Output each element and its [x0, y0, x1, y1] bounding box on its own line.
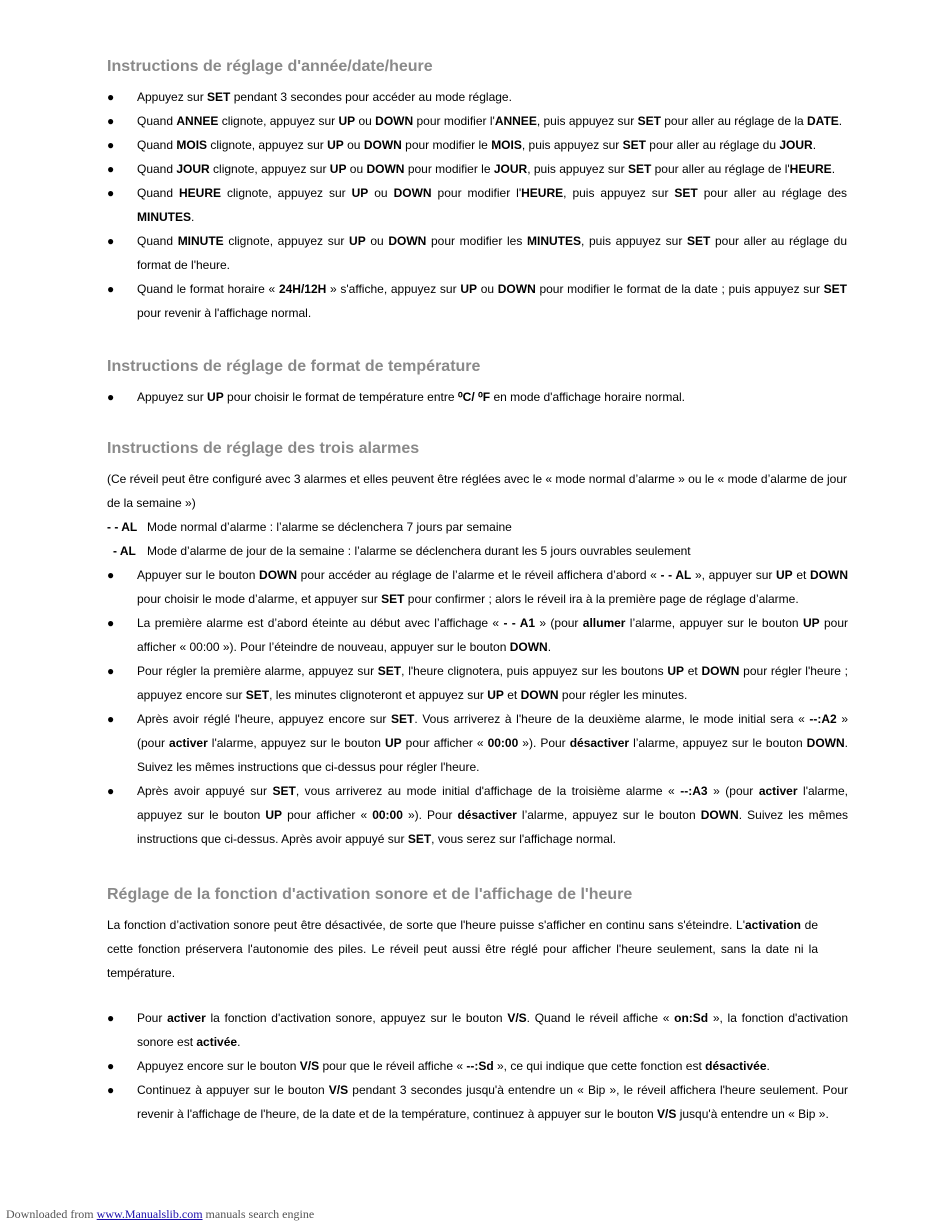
bold-term: JOUR [779, 138, 813, 152]
bold-term: DOWN [388, 234, 427, 248]
list-item: ● Pour régler la première alarme, appuyez sur SET, l'heure clignotera, puis appuyez sur les boutons UP et DOWN pour régler l'heure ; appuyez encore sur SET, les minutes clignoteront et appuyez sur UP et DOWN pour régler les minutes. [107, 659, 848, 707]
bold-term: - - AL [660, 568, 692, 582]
section-title-alarms: Instructions de réglage des trois alarmes [107, 440, 420, 457]
bold-term: --:A2 [809, 712, 837, 726]
bullet-icon: ● [107, 1059, 115, 1073]
list-item: ● La première alarme est d’abord éteinte au début avec l’affichage « - - A1 » (pour allumer l’alarme, appuyer sur le bouton UP pour afficher « 00:00 »). Pour l’éteindre de nouveau, appuyer sur le bouton DOWN. [107, 611, 848, 659]
bold-term: DOWN [393, 186, 432, 200]
list-item: ● Quand JOUR clignote, appuyez sur UP ou DOWN pour modifier le JOUR, puis appuyez sur SET pour aller au réglage de l'HEURE. [107, 157, 847, 181]
list-item: ● Appuyer sur le bouton DOWN pour accéder au réglage de l’alarme et le réveil affichera d’abord « - - AL », appuyer sur UP et DOWN pour choisir le mode d’alarme, et appuyer sur SET pour confirmer ; alors le réveil ira à la première page de réglage d’alarme. [107, 563, 848, 611]
bold-term: activée [196, 1035, 238, 1049]
bold-term: SET [272, 784, 296, 798]
bold-term: DOWN [366, 162, 405, 176]
bullet-icon: ● [107, 162, 115, 176]
bold-term: HEURE [179, 186, 222, 200]
section-title-date-time: Instructions de réglage d'année/date/heure [107, 58, 433, 75]
bold-term: --:A3 [680, 784, 708, 798]
bold-term: DOWN [497, 282, 536, 296]
bold-term: DOWN [509, 640, 548, 654]
bold-term: V/S [507, 1011, 527, 1025]
bullet-icon: ● [107, 784, 115, 798]
bullet-icon: ● [107, 568, 115, 582]
bullet-icon: ● [107, 1011, 115, 1025]
bold-term: UP [329, 162, 347, 176]
bullet-icon: ● [107, 114, 115, 128]
footer-prefix: Downloaded from [6, 1207, 97, 1221]
bold-term: 00:00 [487, 736, 519, 750]
bold-term: SET [207, 90, 231, 104]
bold-term: désactiver [569, 736, 630, 750]
bold-term: DOWN [701, 664, 740, 678]
bullet-icon: ● [107, 186, 115, 200]
bold-term: MOIS [491, 138, 522, 152]
bold-term: SET [687, 234, 711, 248]
bullet-icon: ● [107, 616, 115, 630]
bold-term: DOWN [363, 138, 402, 152]
bullet-icon: ● [107, 138, 115, 152]
bold-term: allumer [582, 616, 626, 630]
alarm-mode-weekday [107, 539, 847, 563]
bold-term: SET [637, 114, 661, 128]
footer-suffix: manuals search engine [202, 1207, 315, 1221]
bold-term: HEURE [521, 186, 564, 200]
bold-term: DOWN [806, 736, 845, 750]
bold-term: MINUTES [527, 234, 581, 248]
bullet-icon: ● [107, 234, 115, 248]
bullet-icon: ● [107, 664, 115, 678]
bold-term: UP [802, 616, 820, 630]
bold-term: V/S [657, 1107, 677, 1121]
alarm-mode-normal [107, 515, 847, 539]
bold-term: UP [207, 390, 224, 404]
bold-term: HEURE [789, 162, 832, 176]
bold-term: SET [622, 138, 646, 152]
bold-term: UP [349, 234, 366, 248]
bold-term: SET [381, 592, 405, 606]
bold-term: UP [667, 664, 684, 678]
list-item: ● Quand le format horaire « 24H/12H » s'affiche, appuyez sur UP ou DOWN pour modifier le format de la date ; puis appuyez sur SET pour revenir à l'affichage normal. [107, 277, 847, 325]
bold-term: JOUR [493, 162, 528, 176]
bold-term: - - A1 [503, 616, 536, 630]
list-item: ● Appuyez sur SET pendant 3 secondes pour accéder au mode réglage. [107, 85, 847, 109]
bold-term: V/S [328, 1083, 349, 1097]
bullet-icon: ● [107, 712, 115, 726]
alarm-mode-weekday-text: Mode d’alarme de jour de la semaine : l’alarme se déclenchera durant les 5 jours ouvrables seulement [147, 544, 691, 558]
bold-term: désactiver [457, 808, 517, 822]
bold-term: MINUTES [137, 210, 191, 224]
bold-term: UP [460, 282, 477, 296]
list-item: ● Après avoir appuyé sur SET, vous arriverez au mode initial d'affichage de la troisième alarme « --:A3 » (pour activer l'alarme, appuyez sur le bouton UP pour afficher « 00:00 »). Pour désactiver l’alarme, appuyez sur le bouton DOWN. Suivez les mêmes instructions que ci-dessus. Après avoir appuyé sur SET, vous serez sur l'affichage normal. [107, 779, 848, 851]
bold-term: DATE [807, 114, 839, 128]
bold-term: activer [758, 784, 798, 798]
bold-term: SET [391, 712, 415, 726]
list-temperature [107, 385, 847, 409]
bold-term: UP [487, 688, 504, 702]
list-sound [107, 1006, 847, 1126]
bold-term: SET [627, 162, 652, 176]
bullet-icon: ● [107, 390, 115, 404]
bold-term: SET [674, 186, 698, 200]
bullet-icon: ● [107, 282, 115, 296]
bold-term: --:Sd [466, 1059, 494, 1073]
section-title-sound: Réglage de la fonction d'activation sonore et de l'affichage de l'heure [107, 886, 633, 903]
bold-term: ANNEE [176, 114, 219, 128]
footer [6, 1207, 314, 1222]
bold-term: activation [744, 918, 801, 932]
list-item: ● Continuez à appuyer sur le bouton V/S pendant 3 secondes jusqu'à entendre un « Bip », le réveil affichera l'heure seulement. Pour revenir à l'affichage de l'heure, de la date et de la température, continuez à appuyer sur le bouton V/S jusqu'à entendre un « Bip ». [107, 1078, 848, 1126]
bold-term: UP [776, 568, 793, 582]
bullet-icon: ● [107, 1083, 115, 1097]
bold-term: UP [327, 138, 344, 152]
bold-term: activer [169, 736, 208, 750]
bold-term: DOWN [810, 568, 848, 582]
bold-term: SET [823, 282, 848, 296]
bullet-icon: ● [107, 90, 115, 104]
list-item: ● Pour activer la fonction d'activation sonore, appuyez sur le bouton V/S. Quand le réveil affiche « on:Sd », la fonction d'activation sonore est activée. [107, 1006, 848, 1054]
alarm-mode-normal-text: Mode normal d’alarme : l’alarme se déclenchera 7 jours par semaine [147, 520, 512, 534]
list-item: ● Quand ANNEE clignote, appuyez sur UP ou DOWN pour modifier l'ANNEE, puis appuyez sur SET pour aller au réglage de la DATE. [107, 109, 847, 133]
list-item: ● Quand HEURE clignote, appuyez sur UP ou DOWN pour modifier l'HEURE, puis appuyez sur SET pour aller au réglage des MINUTES. [107, 181, 847, 229]
list-item: ● Appuyez sur UP pour choisir le format de température entre ⁰C/ ⁰F en mode d'affichage horaire normal. [107, 385, 847, 409]
bold-term: ANNEE [494, 114, 537, 128]
list-item: ● Appuyez encore sur le bouton V/S pour que le réveil affiche « --:Sd », ce qui indique que cette fonction est désactivée. [107, 1054, 848, 1078]
list-item: ● Après avoir réglé l'heure, appuyez encore sur SET. Vous arriverez à l'heure de la deuxième alarme, le mode initial sera « --:A2 » (pour activer l'alarme, appuyez sur le bouton UP pour afficher « 00:00 »). Pour désactiver l’alarme, appuyez sur le bouton DOWN. Suivez les mêmes instructions que ci-dessus pour régler l'heure. [107, 707, 848, 779]
alarms-intro: (Ce réveil peut être configuré avec 3 alarmes et elles peuvent être réglées avec le « mode normal d’alarme » ou le « mode d’alarme de jour de la semaine ») [107, 472, 847, 510]
bold-term: SET [407, 832, 432, 846]
alarm-mode-weekday-code: - AL [113, 544, 136, 558]
bold-term: UP [351, 186, 369, 200]
bold-term: DOWN [520, 688, 559, 702]
section-title-temperature: Instructions de réglage de format de température [107, 358, 481, 375]
list-item: ● Quand MOIS clignote, appuyez sur UP ou DOWN pour modifier le MOIS, puis appuyez sur SET pour aller au réglage du JOUR. [107, 133, 847, 157]
bold-term: MOIS [176, 138, 208, 152]
manual-page [107, 55, 847, 1126]
bold-term: SET [245, 688, 270, 702]
alarm-mode-normal-code: - - AL [107, 520, 138, 534]
bold-term: V/S [299, 1059, 320, 1073]
bold-term: SET [377, 664, 402, 678]
footer-link[interactable]: www.Manualslib.com [96, 1207, 203, 1221]
bold-term: on:Sd [674, 1011, 709, 1025]
bold-term: 24H/12H [278, 282, 327, 296]
bold-term: UP [265, 808, 283, 822]
bold-term: DOWN [700, 808, 739, 822]
bold-term: 00:00 [372, 808, 403, 822]
list-date-time [107, 85, 847, 325]
bold-term: activer [167, 1011, 206, 1025]
bold-term: désactivée [705, 1059, 767, 1073]
bold-term: DOWN [375, 114, 414, 128]
bold-term: JOUR [176, 162, 210, 176]
list-alarms [107, 563, 847, 851]
bold-term: UP [338, 114, 356, 128]
list-item: ● Quand MINUTE clignote, appuyez sur UP ou DOWN pour modifier les MINUTES, puis appuyez sur SET pour aller au réglage du format de l'heure. [107, 229, 847, 277]
bold-term: MINUTE [177, 234, 224, 248]
sound-intro: La fonction d’activation sonore peut être désactivée, de sorte que l'heure puisse s'afficher en continu sans s'éteindre. L'activation de cette fonction préservera l'autonomie des piles. Le réveil peut aussi être réglé pour afficher l'heure seulement, sans la date ni la température. [107, 918, 818, 980]
bold-term: ⁰C/ ⁰F [457, 390, 491, 404]
bold-term: DOWN [259, 568, 298, 582]
bold-term: UP [384, 736, 402, 750]
